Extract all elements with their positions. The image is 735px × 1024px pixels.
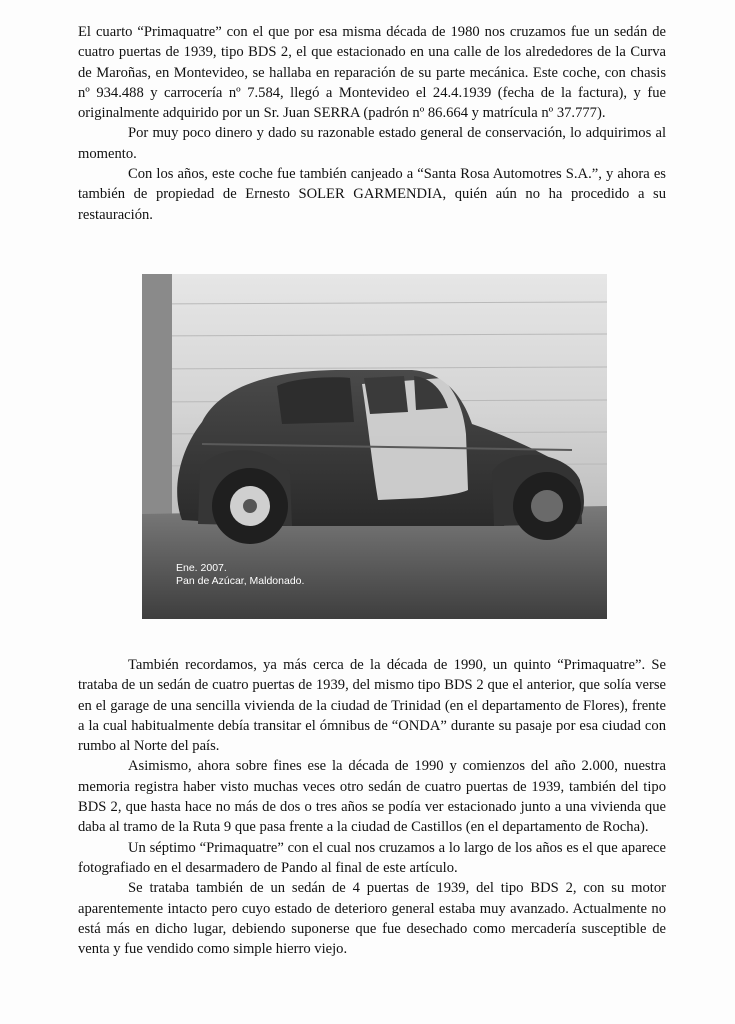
paragraph-septimo-primaquatre: Un séptimo “Primaquatre” con el cual nos cruzamos a lo largo de los años es el que aparece fotografiado en el desarmadero de Pando al final de este artículo. xyxy=(78,839,666,876)
text-block-top xyxy=(78,22,666,225)
paragraph-quinto-primaquatre: También recordamos, ya más cerca de la década de 1990, un quinto “Primaquatre”. Se trataba de un sedán de cuatro puertas de 1939, del mismo tipo BDS 2 que el anterior, que solía verse en el garage de una sencilla vivienda de la ciudad de Trinidad (en el departamento de Flores), frente a la cual habitualmente debía transitar el ómnibus de “ONDA” durante su pasaje por esa ciudad con rumbo al Norte del país. xyxy=(78,657,666,755)
car-photo xyxy=(142,274,607,619)
paragraph-santa-rosa: Con los años, este coche fue también canjeado a “Santa Rosa Automotres S.A.”, y ahora es también de propiedad de Ernesto SOLER GARMENDIA, quién aún no ha procedido a su restauración. xyxy=(78,166,666,223)
text-block-bottom xyxy=(78,655,666,959)
paragraph-hierro-viejo: Se trataba también de un sedán de 4 puertas de 1939, del tipo BDS 2, con su motor aparentemente intacto pero cuyo estado de deterioro general estaba muy avanzado. Actualmente no está más en dicho lugar, debiendo suponerse que fue desechado como mercadería susceptible de venta y fue vendido como simple hierro viejo. xyxy=(78,880,666,958)
photo-caption xyxy=(176,562,304,587)
photo-caption-place: Pan de Azúcar, Maldonado. xyxy=(176,574,305,587)
photo-caption-date: Ene. 2007. xyxy=(176,562,227,574)
paragraph-cuarto-primaquatre: El cuarto “Primaquatre” con el que por esa misma década de 1980 nos cruzamos fue un sedán de cuatro puertas de 1939, tipo BDS 2, el que estacionado en una calle de los alrededores de la Curva de Maroñas, en Montevideo, se hallaba en reparación de su parte mecánica. Este coche, con chasis nº 934.488 y carrocería nº 7.584, llegó a Montevideo el 24.4.1939 (fecha de la factura), y fue originalmente adquirido por un Sr. Juan SERRA (padrón nº 86.664 y matrícula nº 37.777). xyxy=(78,24,666,122)
paragraph-adquirimos: Por muy poco dinero y dado su razonable estado general de conservación, lo adquirimos al momento. xyxy=(78,125,666,162)
paragraph-castillos: Asimismo, ahora sobre fines ese la década de 1990 y comienzos del año 2.000, nuestra memoria registra haber visto muchas veces otro sedán de cuatro puertas de 1939, también del tipo BDS 2, que hasta hace no más de dos o tres años se podía ver estacionado junto a una vivienda que daba al tramo de la Ruta 9 que pasa frente a la ciudad de Castillos (en el departamento de Rocha). xyxy=(78,758,666,836)
